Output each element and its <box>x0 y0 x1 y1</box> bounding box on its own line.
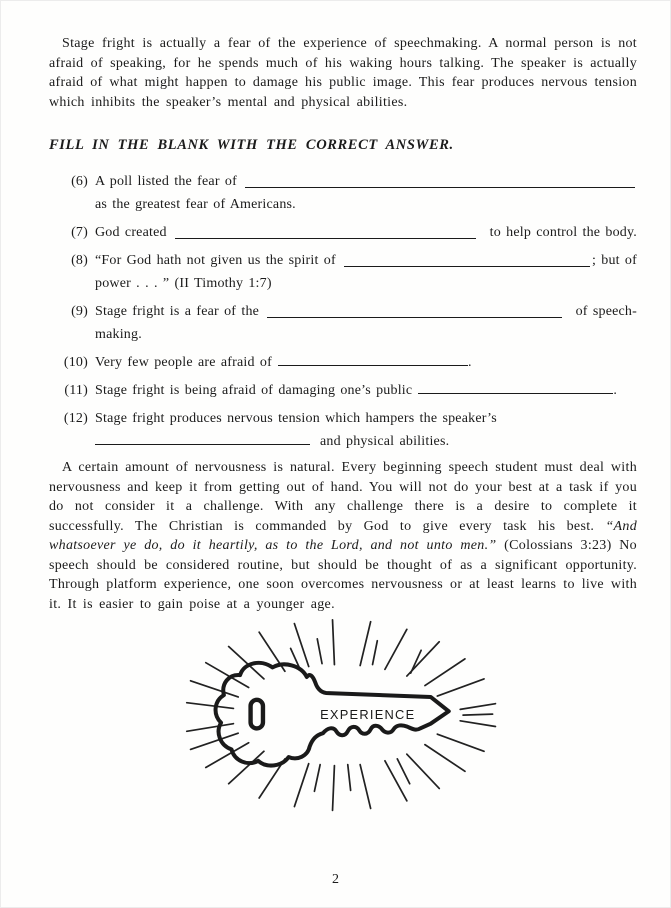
fill-in-questions <box>49 170 637 453</box>
question-12 <box>49 407 637 453</box>
question-text: Stage fright is being afraid of damaging one’s public <box>95 383 413 398</box>
question-line <box>95 170 637 193</box>
keyhole-icon <box>251 700 263 729</box>
question-line <box>95 430 637 453</box>
answer-blank <box>278 364 468 366</box>
question-number: (7) <box>71 225 88 240</box>
question-text-after: . <box>613 383 618 398</box>
page-content <box>49 34 637 818</box>
question-6 <box>49 170 637 216</box>
question-number: (10) <box>63 355 88 370</box>
question-text: God created <box>95 225 167 240</box>
experience-key-graphic <box>181 616 505 818</box>
answer-blank <box>418 392 613 394</box>
key-experience-label: EXPERIENCE <box>320 706 416 722</box>
question-text: Stage fright produces nervous tension which hampers the speaker’s <box>95 411 497 426</box>
question-body <box>95 300 637 346</box>
question-text: “For God hath not given us the spirit of <box>95 253 336 268</box>
question-body <box>95 351 637 374</box>
question-text: Very few people are afraid of <box>95 355 272 370</box>
question-text-continued: as the greatest fear of Americans. <box>95 197 296 212</box>
question-text-continued: making. <box>95 327 142 342</box>
question-text-after: of speech- <box>575 304 637 319</box>
section-heading: FILL IN THE BLANK WITH THE CORRECT ANSWER. <box>49 137 454 153</box>
answer-blank <box>267 317 562 318</box>
question-body <box>95 221 637 244</box>
question-text: Stage fright is a fear of the <box>95 304 260 319</box>
question-body <box>95 170 637 216</box>
question-11 <box>49 379 637 402</box>
question-text-after: . <box>467 355 472 370</box>
question-9 <box>49 300 637 346</box>
question-10 <box>49 351 637 374</box>
question-line <box>95 249 637 272</box>
closing-text: A certain amount of nervousness is natural. Every beginning speech student must deal with nervousness and keep it from getting out of hand. You will not do your best at a task if you do not consider it a challenge. With any challenge there is a desire to complete it successfully. The Christian is commanded by God to give every task his best. <box>49 460 637 534</box>
question-text-after: to help control the body. <box>489 225 637 240</box>
question-text-after: and physical abilities. <box>320 434 450 449</box>
intro-paragraph: Stage fright is actually a fear of the experience of speechmaking. A normal person is not afraid of speaking, for he spends much of his waking hours talking. The speaker is actually afraid of what might happen to damage his public image. This fear produces nervous tension which inhibits the speaker’s mental and physical abilities. <box>49 36 637 110</box>
page-number: 2 <box>332 872 339 887</box>
answer-blank <box>95 443 310 445</box>
question-number: (9) <box>71 304 88 319</box>
answer-blank <box>245 187 635 188</box>
question-8 <box>49 249 637 295</box>
question-line <box>95 300 637 323</box>
question-7 <box>49 221 637 244</box>
question-number: (11) <box>64 383 88 398</box>
question-number: (12) <box>63 411 88 426</box>
question-text-after: ; but of <box>591 253 637 268</box>
question-text-continued: power . . . ” (II Timothy 1:7) <box>95 276 272 291</box>
scripture-quote: “And whatsoever ye do, do it heartily, as to the Lord, and not unto men.” <box>49 518 637 553</box>
question-number: (6) <box>71 174 88 189</box>
question-body <box>95 407 637 453</box>
question-body <box>95 249 637 295</box>
question-line <box>95 221 637 244</box>
key-illustration <box>49 616 637 818</box>
answer-blank <box>344 266 590 267</box>
question-body <box>95 379 637 402</box>
question-number: (8) <box>71 253 88 268</box>
closing-text-2: (Colossians 3:23) No speech should be considered routine, but should be thought of as a significant opportunity. Through platform experience, one soon overcomes nervousness or at least learns to live with it. It is easier to gain poise at a younger age. <box>49 538 637 612</box>
closing-paragraph <box>49 458 637 614</box>
question-text: A poll listed the fear of <box>95 174 237 189</box>
answer-blank <box>175 238 476 239</box>
